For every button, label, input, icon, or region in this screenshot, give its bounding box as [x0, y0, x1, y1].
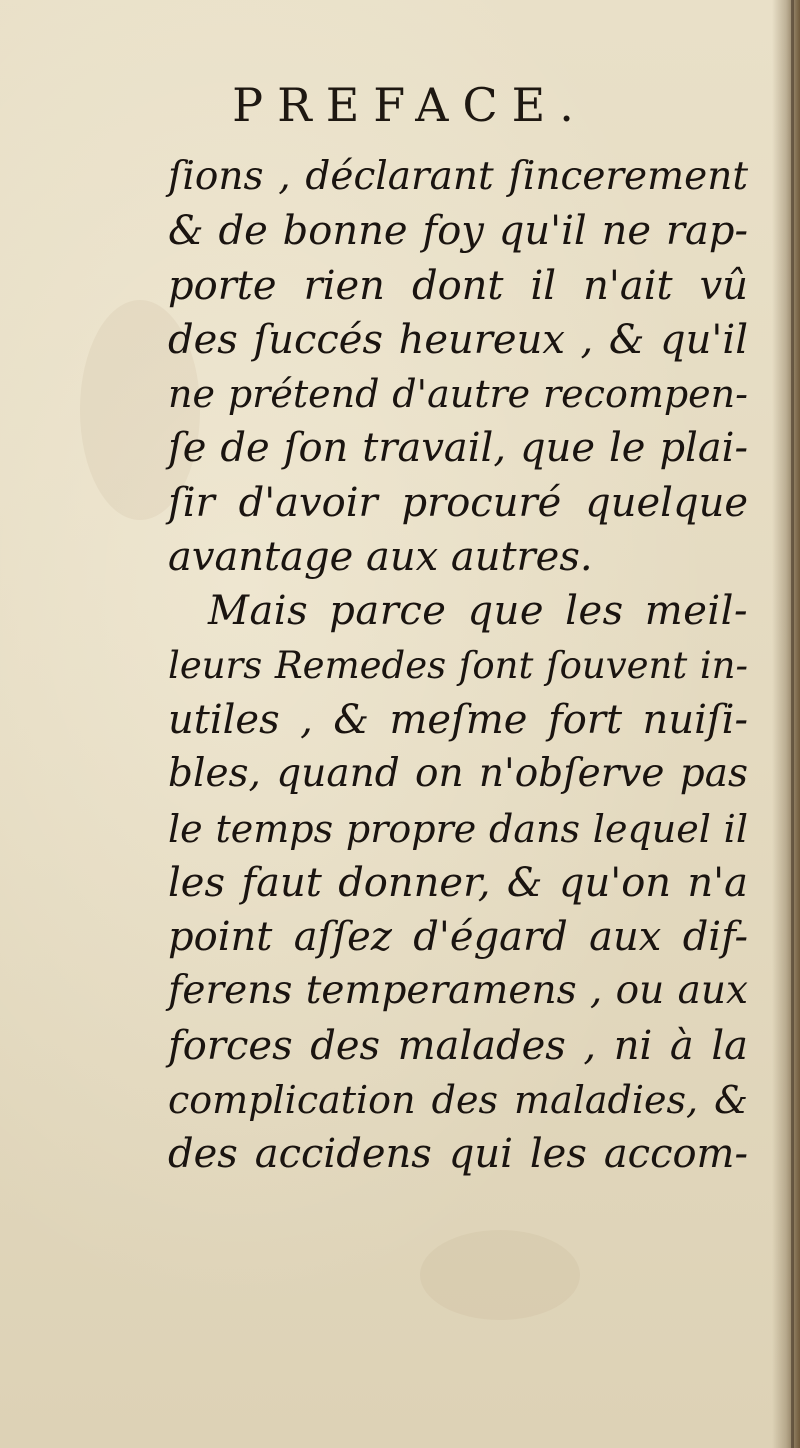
paper-stain [420, 1230, 580, 1320]
text-line: porte rien dont il n'ait vû [168, 262, 748, 309]
text-line: Mais parce que les meil- [208, 588, 748, 635]
text-line: ne prétend d'autre recompen- [168, 372, 748, 417]
text-line: point aſſez d'égard aux dif- [168, 914, 748, 961]
text-line: des accidens qui les accom- [168, 1131, 748, 1178]
running-header: PREFACE. [232, 78, 588, 132]
text-line: complication des maladies, & [168, 1078, 748, 1123]
text-line: utiles , & meſme fort nuiſi- [168, 696, 748, 743]
text-line: ſe de ſon travail, que le plai- [168, 425, 748, 472]
binding-gutter [772, 0, 800, 1448]
body-text [168, 150, 748, 1182]
text-line: ferens temperamens , ou aux [168, 968, 748, 1014]
text-line: le temps propre dans lequel il [168, 806, 748, 851]
text-line: forces des malades , ni à la [168, 1022, 748, 1069]
text-line: avantage aux autres. [168, 534, 593, 581]
text-line: bles, quand on n'obſerve pas [168, 751, 748, 797]
text-line: & de bonne foy qu'il ne rap- [168, 208, 748, 255]
text-line: des ſuccés heureux , & qu'il [168, 316, 748, 363]
page-edge [791, 0, 794, 1448]
text-line: les faut donner, & qu'on n'a [168, 859, 748, 906]
text-line: ſir d'avoir procuré quelque [168, 479, 748, 526]
text-line: leurs Remedes ſont ſouvent in- [168, 643, 748, 687]
text-line: ſions , déclarant ſincerement [168, 154, 748, 199]
